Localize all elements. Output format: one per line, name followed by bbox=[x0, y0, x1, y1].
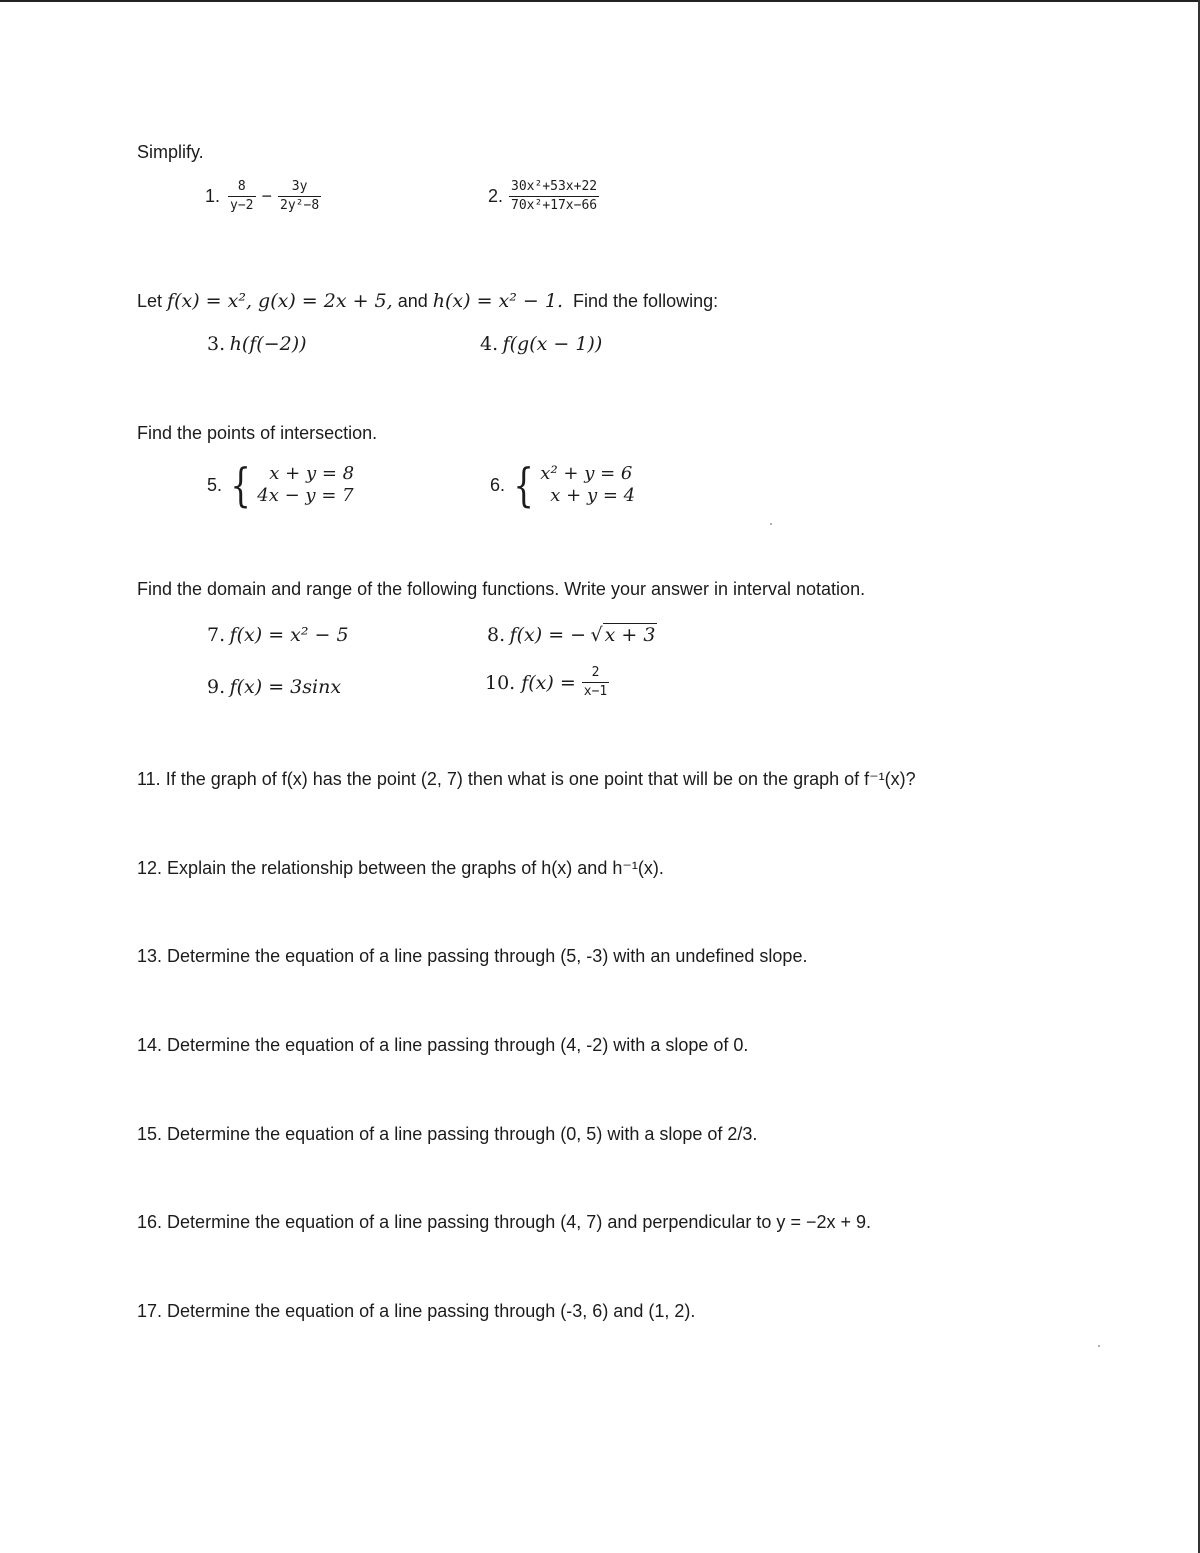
operator: − bbox=[261, 186, 273, 206]
composition-intro bbox=[137, 290, 718, 312]
problem-17 bbox=[137, 1301, 695, 1322]
equation: x + y = 8 bbox=[269, 463, 355, 484]
numerator: 8 bbox=[237, 179, 246, 194]
problem-number: 9. bbox=[207, 676, 226, 698]
problem-number: 12. bbox=[137, 858, 163, 878]
problem-number: 10. bbox=[485, 671, 516, 694]
intro-text: and bbox=[397, 291, 428, 311]
problem-number: 7. bbox=[207, 624, 226, 646]
problem-text: Determine the equation of a line passing through (4, -2) with a slope of 0. bbox=[167, 1035, 749, 1055]
scan-speck bbox=[1098, 1345, 1100, 1347]
function-definitions: f(x) = x², g(x) = 2x + 5, bbox=[167, 290, 393, 312]
section-heading-domain-range: Find the domain and range of the following functions. Write your answer in interval notation. bbox=[137, 579, 866, 599]
equation-system bbox=[226, 458, 355, 512]
denominator: x−1 bbox=[583, 684, 608, 699]
expression: f(x) = 3sinx bbox=[229, 676, 342, 698]
problem-number: 4. bbox=[480, 333, 499, 355]
problem-10 bbox=[485, 666, 611, 699]
problem-number: 13. bbox=[137, 946, 163, 966]
expression: f(x) = x² − 5 bbox=[229, 624, 349, 646]
brace-glyph: { bbox=[230, 458, 251, 512]
numerator: 3y bbox=[291, 179, 308, 194]
equation: 4x − y = 7 bbox=[257, 485, 354, 506]
equation-system bbox=[509, 458, 636, 512]
intro-text: Find the following: bbox=[573, 291, 719, 311]
expression: f(g(x − 1)) bbox=[502, 333, 603, 355]
problem-number: 8. bbox=[487, 624, 506, 646]
problem-5 bbox=[207, 458, 355, 512]
equation: x + y = 4 bbox=[550, 485, 636, 506]
expression: f(x) = − bbox=[509, 624, 587, 646]
problem-2 bbox=[488, 180, 601, 213]
problem-text: Determine the equation of a line passing through (5, -3) with an undefined slope. bbox=[167, 946, 808, 966]
problem-number: 6. bbox=[490, 474, 506, 495]
problem-12 bbox=[137, 858, 664, 879]
problem-4 bbox=[480, 333, 602, 355]
problem-number: 2. bbox=[488, 186, 504, 206]
numerator: 30x²+53x+22 bbox=[511, 179, 598, 194]
problem-text: Explain the relationship between the graphs of h(x) and h⁻¹(x). bbox=[167, 858, 664, 878]
problem-number: 16. bbox=[137, 1212, 163, 1232]
problem-text: Determine the equation of a line passing through (4, 7) and perpendicular to y = −2x + 9. bbox=[167, 1212, 871, 1232]
problem-15 bbox=[137, 1124, 757, 1145]
equation: x² + y = 6 bbox=[540, 463, 633, 484]
problem-16 bbox=[137, 1212, 871, 1233]
denominator: 70x²+17x−66 bbox=[511, 198, 598, 213]
problem-8 bbox=[487, 624, 657, 646]
problem-1 bbox=[205, 180, 323, 213]
problem-3 bbox=[207, 333, 307, 355]
problem-number: 5. bbox=[207, 474, 223, 495]
scan-speck bbox=[770, 523, 772, 525]
problem-text: If the graph of f(x) has the point (2, 7) then what is one point that will be on the graph of f⁻¹(x)? bbox=[165, 769, 916, 789]
expression: h(f(−2)) bbox=[229, 333, 307, 355]
fraction bbox=[582, 666, 609, 699]
section-heading-simplify: Simplify. bbox=[137, 142, 204, 162]
problem-text: Determine the equation of a line passing through (0, 5) with a slope of 2/3. bbox=[167, 1124, 758, 1144]
problem-7 bbox=[207, 624, 349, 646]
problem-number: 11. bbox=[137, 769, 161, 789]
denominator: 2y²−8 bbox=[280, 198, 320, 213]
problem-11 bbox=[137, 769, 916, 790]
radicand: x + 3 bbox=[604, 624, 656, 646]
fraction bbox=[228, 180, 255, 213]
problem-6 bbox=[490, 458, 636, 512]
function-definition-h: h(x) = x² − 1. bbox=[432, 290, 563, 312]
numerator: 2 bbox=[591, 665, 600, 680]
problem-number: 1. bbox=[205, 186, 221, 206]
expression: f(x) = bbox=[521, 671, 576, 694]
problem-13 bbox=[137, 946, 807, 967]
problem-number: 3. bbox=[207, 333, 226, 355]
problem-number: 14. bbox=[137, 1035, 163, 1055]
radical-sign: √ bbox=[590, 624, 603, 646]
section-heading-intersection: Find the points of intersection. bbox=[137, 423, 378, 443]
problem-number: 15. bbox=[137, 1124, 163, 1144]
problem-number: 17. bbox=[137, 1301, 163, 1321]
problem-14 bbox=[137, 1035, 748, 1056]
fraction bbox=[278, 180, 321, 213]
intro-text: Let bbox=[137, 291, 163, 311]
brace-glyph: { bbox=[513, 458, 534, 512]
denominator: y−2 bbox=[230, 198, 254, 213]
problem-9 bbox=[207, 676, 341, 698]
scan-edge-top bbox=[0, 0, 1200, 2]
fraction bbox=[509, 180, 599, 213]
problem-text: Determine the equation of a line passing through (-3, 6) and (1, 2). bbox=[167, 1301, 696, 1321]
